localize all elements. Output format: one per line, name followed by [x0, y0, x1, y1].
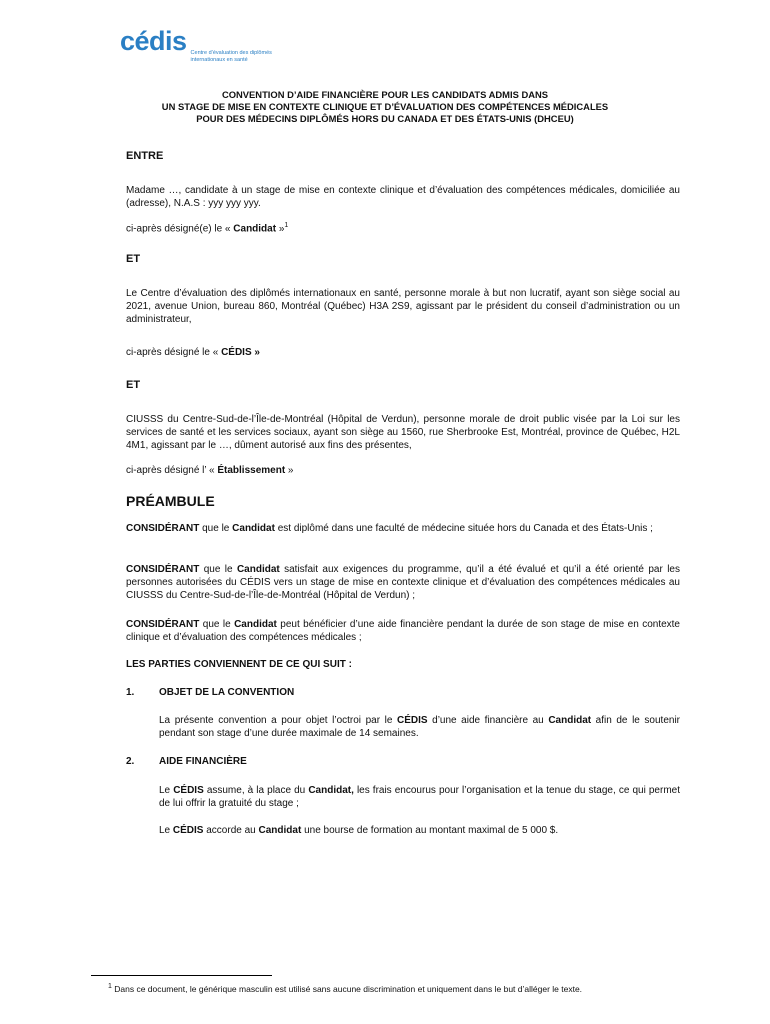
title-line1: CONVENTION D’AIDE FINANCIÈRE POUR LES CANDIDATS ADMIS DANS — [221, 89, 549, 100]
section-2-p1-text3: les frais encourus pour l’organisation et la tenue du stage, ce qui permet de lui offrir la gratuité du stage ; — [159, 785, 680, 809]
considerant-2-candidat: Candidat — [236, 564, 280, 575]
considerant-1-text2: est diplômé dans une faculté de médecine située hors du Canada et des États-Unis ; — [274, 523, 653, 534]
title-line3: POUR DES MÉDECINS DIPLÔMÉS HORS DU CANADA ET DES ÉTATS-UNIS (DHCEU) — [196, 113, 574, 124]
section-2-p2-candidat: Candidat — [258, 825, 302, 836]
section-1-candidat: Candidat — [548, 715, 592, 726]
considerant-1 — [126, 522, 680, 535]
cedis-designation-bold: CÉDIS » — [221, 347, 260, 358]
heading-et-2: ET — [126, 379, 141, 391]
section-2-p2-text1: Le — [159, 825, 173, 836]
section-2-number: 2. — [126, 756, 135, 767]
candidat-designation-pre: ci-après désigné(e) le « — [126, 223, 234, 235]
footnote-text: Dans ce document, le générique masculin est utilisé sans aucune discrimination et uniquement dans le but d’alléger le texte. — [111, 983, 583, 994]
candidat-designation-post: » — [276, 223, 285, 235]
considerant-1-keyword: CONSIDÉRANT — [126, 523, 200, 534]
considerant-2-text2: satisfait aux exigences du programme, qu’il a été évalué et qu’il a été orienté par les personnes autorisées du CÉDIS vers un stage de mise en contexte clinique et d’évaluation des compétences médicales au CIUSSS du Centre-Sud-de-l’Île-de-Montréal (Hôpital de Verdun) ; — [126, 564, 680, 601]
document-title — [0, 89, 770, 125]
section-2-p2-text3: une bourse de formation au montant maximal de 5 000 $. — [301, 825, 559, 836]
considerant-3 — [126, 618, 680, 644]
considerant-2-text1: que le — [199, 564, 237, 575]
section-1-text3: afin de le soutenir pendant son stage d’une durée maximale de 14 semaines. — [159, 715, 681, 739]
section-1-title: OBJET DE LA CONVENTION — [159, 687, 295, 698]
considerant-2 — [126, 563, 680, 602]
section-1-cedis: CÉDIS — [397, 715, 428, 726]
considerant-3-text1: que le — [199, 619, 235, 630]
section-2-paragraph-2 — [159, 824, 680, 837]
considerant-1-candidat: Candidat — [232, 523, 275, 534]
section-2-p1-text2: assume, à la place du — [203, 785, 309, 796]
section-1-text1: La présente convention a pour objet l’octroi par le — [159, 715, 397, 726]
footnote — [108, 983, 582, 994]
section-2-p1-candidat: Candidat, — [308, 785, 354, 796]
ciusss-paragraph: CIUSSS du Centre-Sud-de-l’Île-de-Montréal (Hôpital de Verdun), personne morale de droit public visée par la Loi sur les services de santé et les services sociaux, ayant son siège au 1560, rue Sherbrooke Est, Montréal, province de Québec, H2L 4M1, agissant par le …, dûment autorisé aux fins des présentes, — [126, 414, 680, 451]
cedis-logo — [120, 26, 311, 63]
section-2-p1-cedis: CÉDIS — [173, 785, 204, 796]
footnote-separator — [91, 975, 272, 976]
logo-subtitle-line1: Centre d’évaluation des diplômés — [190, 50, 272, 56]
logo-wordmark: cédis — [120, 26, 187, 56]
heading-preambule: PRÉAMBULE — [126, 493, 215, 509]
section-2-title: AIDE FINANCIÈRE — [159, 756, 247, 767]
considerant-3-keyword: CONSIDÉRANT — [126, 619, 200, 630]
section-2-p2-cedis: CÉDIS — [172, 825, 204, 836]
section-2-paragraph-1 — [159, 784, 680, 810]
considerant-2-keyword: CONSIDÉRANT — [126, 564, 200, 575]
section-1-text2: d’une aide financière au — [427, 715, 549, 726]
footnote-ref[interactable]: 1 — [284, 222, 289, 229]
parties-heading: LES PARTIES CONVIENNENT DE CE QUI SUIT : — [126, 659, 352, 670]
section-1-number: 1. — [126, 687, 135, 698]
cedis-paragraph: Le Centre d’évaluation des diplômés internationaux en santé, personne morale à but non lucratif, ayant son siège social au 2021, avenue Union, bureau 860, Montréal (Québec) H3A 2S9, agissant par le président du conseil d’administration ou un administrateur, — [126, 288, 680, 325]
heading-entre: ENTRE — [126, 150, 164, 162]
logo-subtitle — [191, 50, 311, 63]
heading-et-1: ET — [126, 253, 141, 265]
title-line2: UN STAGE DE MISE EN CONTEXTE CLINIQUE ET D’ÉVALUATION DES COMPÉTENCES MÉDICALES — [161, 101, 609, 112]
considerant-3-candidat: Candidat — [234, 619, 277, 630]
etab-designation-bold: Établissement — [217, 465, 286, 476]
cedis-designation-pre: ci-après désigné le « — [126, 347, 222, 358]
candidat-designation-bold: Candidat — [233, 223, 277, 235]
considerant-3-text2: peut bénéficier d’une aide financière pendant la durée de son stage de mise en contexte clinique et d’évaluation des compétences médicales ; — [126, 619, 680, 643]
footnote-marker: 1 — [108, 983, 112, 990]
candidat-designation — [126, 219, 288, 235]
section-2-p2-text2: accorde au — [203, 825, 259, 836]
section-1-paragraph — [159, 714, 680, 740]
etab-designation-pre: ci-après désigné l’ « — [126, 465, 218, 476]
section-2-p1-text1: Le — [159, 785, 174, 796]
etab-designation-post: » — [285, 465, 294, 476]
considerant-1-text1: que le — [199, 523, 233, 534]
cedis-designation — [126, 346, 260, 359]
etablissement-designation — [126, 464, 294, 477]
candidat-paragraph: Madame …, candidate à un stage de mise en contexte clinique et d’évaluation des compétences médicales, domiciliée au (adresse), N.A.S : yyy yyy yyy. — [126, 185, 680, 209]
logo-subtitle-line2: internationaux en santé — [190, 56, 248, 63]
